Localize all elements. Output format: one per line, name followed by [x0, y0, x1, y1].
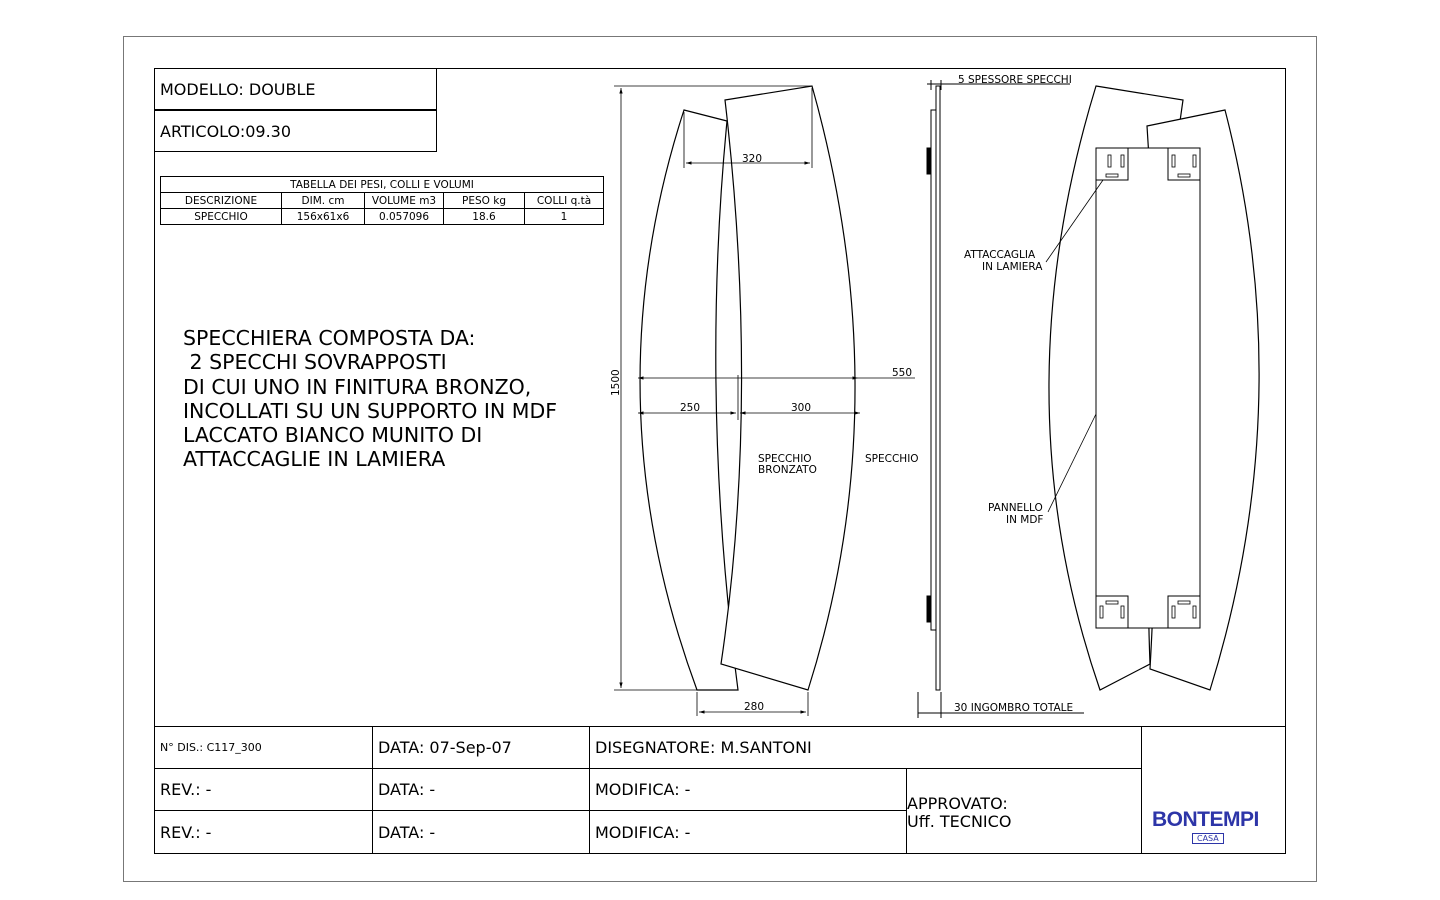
- cell-descrizione: SPECCHIO: [161, 209, 282, 225]
- mdf-panel: [1096, 148, 1200, 628]
- dim-550-text: 550: [892, 367, 913, 379]
- modifica1-cell: [589, 768, 907, 811]
- front-mirror-right-outline: [721, 86, 855, 690]
- drawing-number-text: N° DIS.: C117_300: [160, 741, 262, 754]
- cell-colli: 1: [525, 209, 604, 225]
- col-colli: COLLI q.tà: [525, 193, 604, 209]
- leader-hook: [1046, 180, 1103, 262]
- cell-peso: 18.6: [444, 209, 525, 225]
- rev2-text: REV.: -: [160, 822, 212, 842]
- rev2-cell: [154, 810, 373, 854]
- date1-cell: [372, 768, 590, 811]
- dim-280-text: 280: [744, 701, 765, 713]
- label-panel-2: IN MDF: [1006, 514, 1044, 526]
- dim-5-text: 5 SPESSORE SPECCHI: [958, 74, 1072, 86]
- logo-brand-text: BONTEMPI: [1152, 808, 1259, 831]
- date2-text: DATA: -: [378, 822, 436, 842]
- side-mirror-profile: [936, 86, 940, 690]
- approval-office: Uff. TECNICO: [907, 811, 1012, 831]
- col-volume: VOLUME m3: [365, 193, 444, 209]
- label-bronze-2: BRONZATO: [758, 464, 817, 476]
- col-peso: PESO kg: [444, 193, 525, 209]
- label-panel-1: PANNELLO: [988, 502, 1043, 514]
- modifica2-cell: [589, 810, 907, 854]
- dim-1500-text: 1500: [610, 369, 622, 396]
- date2-cell: [372, 810, 590, 854]
- col-descrizione: DESCRIZIONE: [161, 193, 282, 209]
- hook-top-right: [1168, 148, 1200, 180]
- approval-cell: [906, 768, 1142, 854]
- side-mdf-profile: [931, 110, 936, 630]
- description-text: SPECCHIERA COMPOSTA DA: 2 SPECCHI SOVRAPPOSTI DI CUI UNO IN FINITURA BRONZO, INCOLLATI SU UN SUPPORTO IN MDF LACCATO BIANCO MUNITO DI ATTACCAGLIE IN LAMIERA: [183, 326, 558, 472]
- label-bronze-1: SPECCHIO: [758, 453, 812, 465]
- dim-250-text: 250: [680, 402, 701, 414]
- date-cell: [372, 726, 590, 769]
- cell-volume: 0.057096: [365, 209, 444, 225]
- leader-panel: [1048, 414, 1096, 512]
- title-block: [154, 726, 1286, 854]
- dim-320-text: 320: [742, 153, 763, 165]
- model-label: MODELLO: DOUBLE: [160, 79, 316, 99]
- drawing-number: [154, 726, 373, 769]
- label-mirror: SPECCHIO: [865, 453, 919, 465]
- logo-sub-text: CASA: [1192, 833, 1224, 844]
- dim-30-text: 30 INGOMBRO TOTALE: [954, 702, 1074, 714]
- col-dim: DIM. cm: [282, 193, 365, 209]
- date-text: DATA: 07-Sep-07: [378, 738, 512, 757]
- cell-dim: 156x61x6: [282, 209, 365, 225]
- rev1-text: REV.: -: [160, 780, 212, 799]
- label-hook-2: IN LAMIERA: [982, 261, 1043, 273]
- approval-label: APPROVATO:: [907, 793, 1008, 813]
- bontempi-logo: [1152, 808, 1282, 848]
- designer-cell: [589, 726, 1142, 769]
- rev1-cell: [154, 768, 373, 811]
- weight-table-title: TABELLA DEI PESI, COLLI E VOLUMI: [161, 177, 604, 193]
- hook-top-left: [1096, 148, 1128, 180]
- article-label: ARTICOLO:09.30: [160, 121, 292, 141]
- dim-300-text: 300: [791, 402, 812, 414]
- modifica1-text: MODIFICA: -: [595, 780, 691, 799]
- date1-text: DATA: -: [378, 780, 436, 799]
- modifica2-text: MODIFICA: -: [595, 822, 691, 842]
- label-hook-1: ATTACCAGLIA: [964, 249, 1036, 261]
- front-mirror-left-outline: [640, 110, 738, 690]
- designer-text: DISEGNATORE: M.SANTONI: [595, 738, 812, 757]
